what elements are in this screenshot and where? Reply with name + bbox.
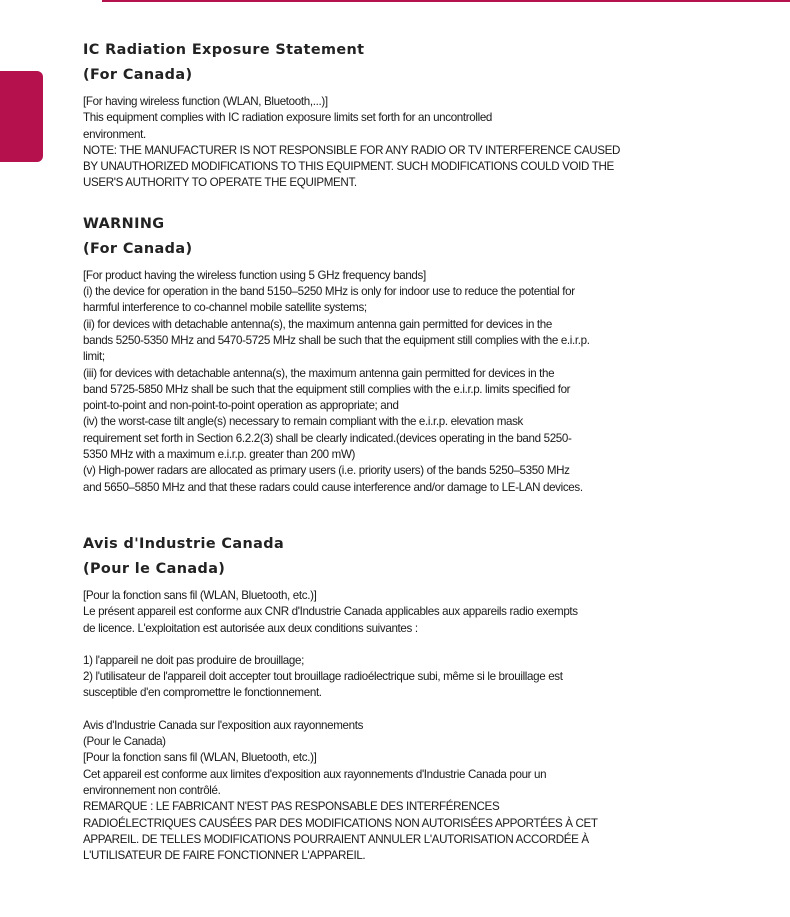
text-line: Le présent appareil est conforme aux CNR d'Industrie Canada applicables aux appareils radio exempts: [83, 605, 578, 619]
warning-subtitle: (For Canada): [83, 240, 193, 257]
warning-section: [83, 214, 683, 496]
document-body: [83, 40, 683, 864]
text-line: USER'S AUTHORITY TO OPERATE THE EQUIPMENT.: [83, 176, 357, 190]
avis-intro: [83, 588, 683, 637]
avis-section: [83, 534, 683, 864]
text-line: L'UTILISATEUR DE FAIRE FONCTIONNER L'APPAREIL.: [83, 849, 366, 863]
warning-text: [83, 268, 683, 496]
ic-subtitle: (For Canada): [83, 67, 193, 83]
text-line: point-to-point and non-point-to-point operation as appropriate; and: [83, 399, 399, 413]
text-line: [For product having the wireless function using 5 GHz frequency bands]: [83, 268, 426, 282]
text-line: environnement non contrôlé.: [83, 783, 221, 797]
chapter-tab: [0, 71, 43, 162]
avis-exposure: [83, 718, 683, 865]
text-line: [Pour la fonction sans fil (WLAN, Bluetooth, etc.)]: [83, 588, 317, 602]
text-line: and 5650–5850 MHz and that these radars could cause interference and/or damage to LE-LAN devices.: [83, 480, 583, 494]
text-line: APPAREIL. DE TELLES MODIFICATIONS POURRAIENT ANNULER L'AUTORISATION ACCORDÉE À: [83, 832, 589, 846]
text-line: limit;: [83, 350, 105, 364]
text-line: (iii) for devices with detachable antenna(s), the maximum antenna gain permitted for devices in the: [83, 366, 555, 380]
text-line: (Pour le Canada): [83, 735, 166, 749]
text-line: bands 5250-5350 MHz and 5470-5725 MHz shall be such that the equipment still complies with the e.i.r.p.: [83, 333, 590, 347]
text-line: Cet appareil est conforme aux limites d'exposition aux rayonnements d'Industrie Canada pour un: [83, 767, 547, 781]
text-line: NOTE: THE MANUFACTURER IS NOT RESPONSIBLE FOR ANY RADIO OR TV INTERFERENCE CAUSED: [83, 143, 621, 157]
top-divider: [102, 0, 790, 2]
text-line: Avis d'Industrie Canada sur l'exposition aux rayonnements: [83, 718, 364, 732]
text-line: This equipment complies with IC radiation exposure limits set forth for an uncontrolled: [83, 111, 493, 125]
text-line: harmful interference to co-channel mobile satellite systems;: [83, 301, 367, 315]
text-line: [Pour la fonction sans fil (WLAN, Bluetooth, etc.)]: [83, 751, 317, 765]
avis-conditions: [83, 653, 683, 702]
text-line: RADIOÉLECTRIQUES CAUSÉES PAR DES MODIFICATIONS NON AUTORISÉES APPORTÉES À CET: [83, 816, 598, 830]
text-line: 1) l'appareil ne doit pas produire de brouillage;: [83, 653, 304, 667]
text-line: band 5725-5850 MHz shall be such that the equipment still complies with the e.i.r.p. limits specified for: [83, 382, 571, 396]
text-line: 5350 MHz with a maximum e.i.r.p. greater than 200 mW): [83, 448, 356, 462]
warning-title: WARNING: [83, 215, 165, 232]
text-line: (ii) for devices with detachable antenna(s), the maximum antenna gain permitted for devices in the: [83, 317, 552, 331]
text-line: requirement set forth in Section 6.2.2(3) shall be clearly indicated.(devices operating in the band 5250-: [83, 431, 572, 445]
text-line: 2) l'utilisateur de l'appareil doit accepter tout brouillage radioélectrique subi, même si le brouillage est: [83, 670, 563, 684]
avis-subtitle: (Pour le Canada): [83, 560, 226, 577]
text-line: (iv) the worst-case tilt angle(s) necessary to remain compliant with the e.i.r.p. elevation mask: [83, 415, 524, 429]
text-line: (i) the device for operation in the band 5150–5250 MHz is only for indoor use to reduce the potential for: [83, 285, 575, 299]
text-line: susceptible d'en compromettre le fonctionnement.: [83, 686, 322, 700]
text-line: BY UNAUTHORIZED MODIFICATIONS TO THIS EQUIPMENT. SUCH MODIFICATIONS COULD VOID THE: [83, 160, 614, 174]
ic-text: [83, 94, 683, 192]
text-line: (v) High-power radars are allocated as primary users (i.e. priority users) of the bands 5250–5350 MHz: [83, 464, 570, 478]
ic-title: IC Radiation Exposure Statement: [83, 42, 365, 58]
avis-title: Avis d'Industrie Canada: [83, 535, 285, 552]
ic-section: [83, 40, 683, 192]
text-line: de licence. L'exploitation est autorisée aux deux conditions suivantes :: [83, 621, 418, 635]
text-line: REMARQUE : LE FABRICANT N'EST PAS RESPONSABLE DES INTERFÉRENCES: [83, 800, 500, 814]
text-line: [For having wireless function (WLAN, Bluetooth,...)]: [83, 95, 328, 108]
text-line: environment.: [83, 127, 146, 141]
